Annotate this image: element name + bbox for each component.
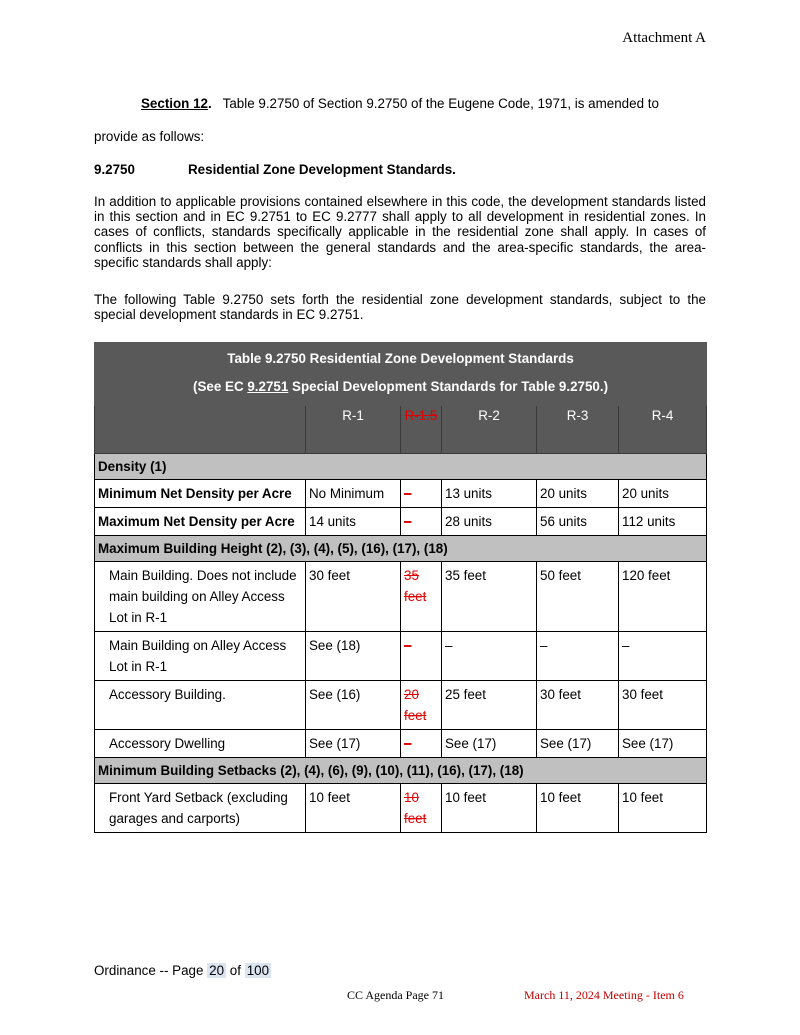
table-cell: 30 feet <box>619 681 707 730</box>
table-title <box>95 343 707 406</box>
table-cell-deleted: – <box>401 730 442 758</box>
row-label: Maximum Net Density per Acre <box>95 508 306 536</box>
row-label: Main Building on Alley Access Lot in R-1 <box>95 632 306 681</box>
table-cell: See (17) <box>537 730 619 758</box>
table-row <box>95 562 707 632</box>
table-cell: 112 units <box>619 508 707 536</box>
page-footer <box>94 963 271 978</box>
table-cell: 20 units <box>619 480 707 508</box>
column-header-r3: R-3 <box>537 406 619 454</box>
intro-line: Section 12. Table 9.2750 of Section 9.2750 of the Eugene Code, 1971, is amended to <box>141 96 659 111</box>
table-cell: 20 units <box>537 480 619 508</box>
column-header-r1-5: R-1.5 <box>401 406 442 454</box>
table-cell: 35 feet <box>442 562 537 632</box>
setback-header-row <box>95 758 707 784</box>
table-title-text: Table 9.2750 Residential Zone Development Standards <box>227 351 574 366</box>
table-cell: 25 feet <box>442 681 537 730</box>
table-cell: See (17) <box>306 730 401 758</box>
table-row <box>95 784 707 833</box>
height-header-row <box>95 536 707 562</box>
paragraph-applicability: In addition to applicable provisions contained elsewhere in this code, the development standards listed in this section and in EC 9.2751 to EC 9.2777 shall apply to all development in residential zones. In cases of conflicts, standards specifically applicable in the residential zone shall apply. In cases of conflicts in this section between the general standards and the area-specific standards, the area-specific standards shall apply: <box>94 194 706 270</box>
row-label: Accessory Building. <box>95 681 306 730</box>
table-cell: 14 units <box>306 508 401 536</box>
table-cell: – <box>619 632 707 681</box>
table-row <box>95 632 707 681</box>
table-title-row <box>95 343 707 406</box>
attachment-label: Attachment A <box>622 30 706 46</box>
column-header-blank <box>95 406 306 454</box>
footer-of: of <box>229 963 241 978</box>
table-row <box>95 730 707 758</box>
footer-ordinance-label: Ordinance -- Page <box>94 963 204 978</box>
table-cell: See (17) <box>619 730 707 758</box>
table-cell-deleted: 35 feet <box>401 562 442 632</box>
table-row <box>95 681 707 730</box>
intro-text-continued: provide as follows: <box>94 129 205 144</box>
intro-text: Table 9.2750 of Section 9.2750 of the Eugene Code, 1971, is amended to <box>222 96 659 111</box>
table-cell-deleted: – <box>401 480 442 508</box>
table-cell-deleted: – <box>401 632 442 681</box>
column-header-r1: R-1 <box>306 406 401 454</box>
table-cell: 120 feet <box>619 562 707 632</box>
table-cell: 10 feet <box>619 784 707 833</box>
table-cell-deleted: – <box>401 508 442 536</box>
row-label: Front Yard Setback (excluding garages and carports) <box>95 784 306 833</box>
table-cell-deleted: 20 feet <box>401 681 442 730</box>
section-title: Residential Zone Development Standards. <box>188 162 456 177</box>
meeting-item: March 11, 2024 Meeting - Item 6 <box>524 988 684 1002</box>
table-row <box>95 480 707 508</box>
setback-header: Minimum Building Setbacks (2), (4), (6), (9), (10), (11), (16), (17), (18) <box>95 758 707 784</box>
density-header-row <box>95 454 707 480</box>
row-label: Accessory Dwelling <box>95 730 306 758</box>
table-cell: See (17) <box>442 730 537 758</box>
table-cell: 13 units <box>442 480 537 508</box>
development-standards-table <box>94 342 707 833</box>
table-cell: – <box>442 632 537 681</box>
table-cell: – <box>537 632 619 681</box>
section-label: Section 12 <box>141 96 208 111</box>
row-label: Minimum Net Density per Acre <box>95 480 306 508</box>
density-header: Density (1) <box>95 454 707 480</box>
table-cell: No Minimum <box>306 480 401 508</box>
table-cell: 10 feet <box>442 784 537 833</box>
table-cell: 10 feet <box>537 784 619 833</box>
page-number: 20 <box>209 963 225 978</box>
table-cell: See (18) <box>306 632 401 681</box>
table-subtitle: (See EC 9.2751 Special Development Standards for Table 9.2750.) <box>193 379 609 394</box>
table-cell-deleted: 10 feet <box>401 784 442 833</box>
table-cell: 50 feet <box>537 562 619 632</box>
section-number: 9.2750 <box>94 162 135 177</box>
column-header-r4: R-4 <box>619 406 707 454</box>
paragraph-table-intro: The following Table 9.2750 sets forth the residential zone development standards, subject to the special development standards in EC 9.2751. <box>94 292 706 323</box>
row-label: Main Building. Does not include main building on Alley Access Lot in R-1 <box>95 562 306 632</box>
agenda-page: CC Agenda Page 71 <box>347 988 444 1002</box>
table-cell: 56 units <box>537 508 619 536</box>
table-cell: 28 units <box>442 508 537 536</box>
page-total: 100 <box>246 963 270 978</box>
height-header: Maximum Building Height (2), (3), (4), (5), (16), (17), (18) <box>95 536 707 562</box>
table-row <box>95 508 707 536</box>
section-heading <box>94 162 456 177</box>
table-cell: 30 feet <box>537 681 619 730</box>
table-cell: 10 feet <box>306 784 401 833</box>
column-header-row <box>95 406 707 454</box>
table-cell: 30 feet <box>306 562 401 632</box>
column-header-r2: R-2 <box>442 406 537 454</box>
table-cell: See (16) <box>306 681 401 730</box>
ec-reference-link[interactable]: 9.2751 <box>247 379 289 394</box>
